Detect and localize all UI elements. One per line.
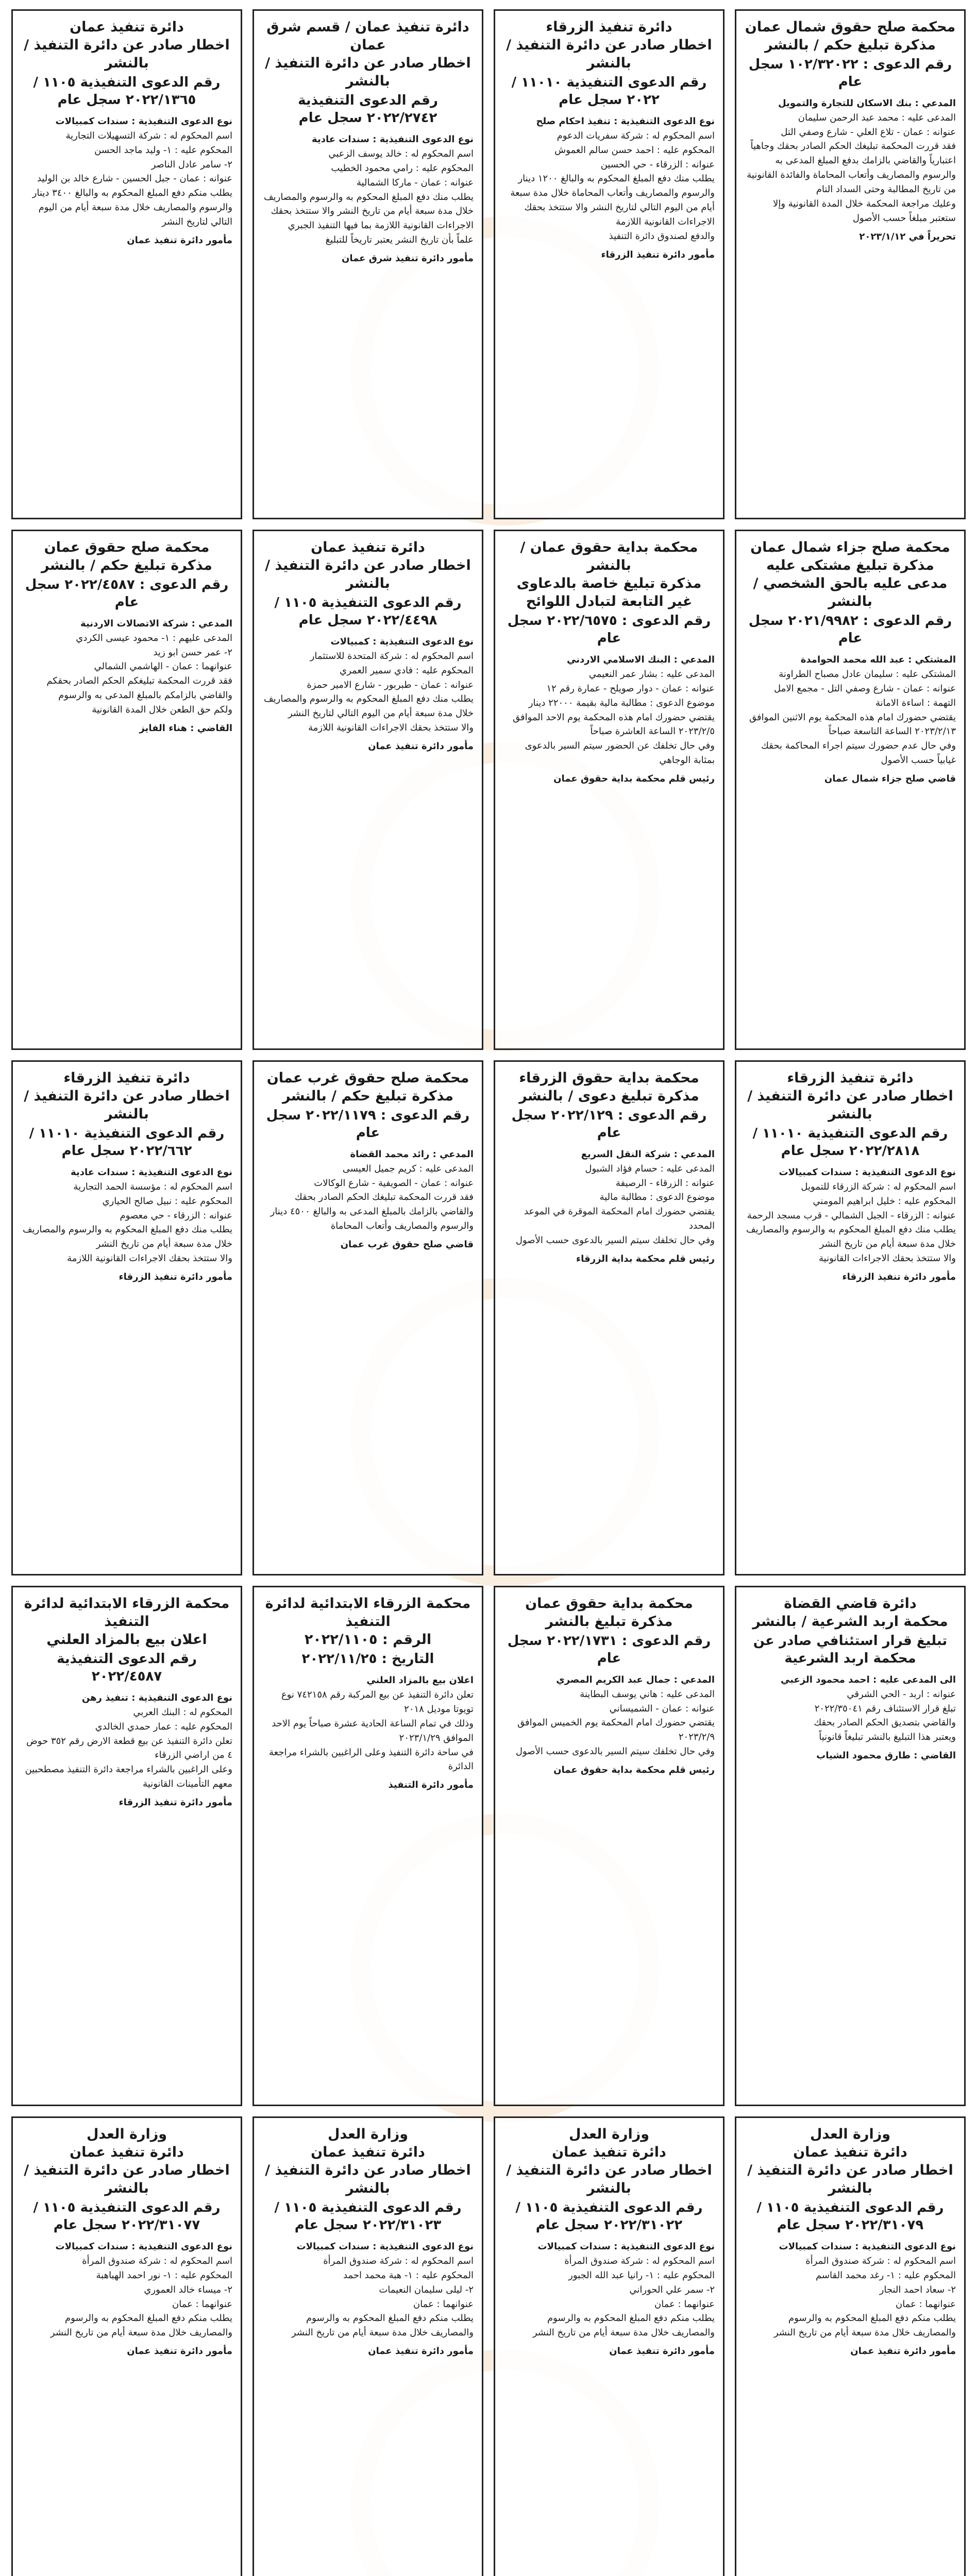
notice-heading: اعلان بيع بالمزاد العلني [46,1632,207,1648]
notice-body-line: اسم المحكوم له : شركة المتحدة للاستثمار [310,650,474,662]
notice-body-line: نوع الدعوى التنفيذية : سندات كمبيالات [55,2241,232,2252]
notice-body-line: نوع الدعوى التنفيذية : تنفيذ احكام صلح [536,115,715,127]
notice-heading: دائرة تنفيذ الزرقاء [63,1070,190,1086]
notice-body-line: اسم المحكوم له : شركة صندوق المرأة [323,2255,474,2266]
notice-body-line: المحكوم عليه : رامي محمود الخطيب [331,162,474,174]
notice-body-line: المدعى عليه : محمد عبد الرحمن سليمان [798,112,956,123]
notice-body-line: يطلب منكم دفع المبلغ المحكوم به والبالغ ٣٤٠٠ دينار والرسوم والمصاريف خلال مدة سبعة أيام من اليوم التالي لتاريخ النشر [32,188,232,228]
legal-notice [11,530,242,1050]
notice-body-line: المحكوم عليه : نبيل صالح الحياري [102,1195,232,1207]
notice-case-number: رقم الدعوى التنفيذية ١١٠٥ / ٢٠٢٢/٣١٠٧٧ سجل عام [33,2200,221,2233]
notice-body-line: يقتضي حضورك امام هذه المحكمة يوم الاحد الموافق ٢٠٢٣/٢/٥ الساعة العاشرة صباحاً [512,711,715,737]
notice-heading: وزارة العدل [327,2126,409,2142]
legal-notice [735,1060,966,1575]
notice-body-line: اسم المحكوم له : شركة صندوق المرأة [564,2255,715,2266]
notice-heading: دائرة تنفيذ عمان [70,19,184,35]
notice-body-line: ٢- ليلى سليمان النعيمات [379,2284,474,2295]
notice-body-line: نوع الدعوى التنفيذية : سندات كمبيالات [537,2241,715,2252]
notice-body-line: المشتكي : عبد الله محمد الحوامدة [800,654,956,665]
notice-body-line: اسم المحكوم له : خالد يوسف الزعبي [328,148,474,159]
notice-heading: اخطار صادر عن دائرة التنفيذ / بالنشر [24,2162,230,2197]
notice-body-line: ٢- عمر حسن ابو زيد [153,647,232,658]
notices-row [11,9,966,519]
notice-heading: اخطار صادر عن دائرة التنفيذ / بالنشر [506,2162,712,2197]
notice-body-line: فقد قررت المحكمة تبليغكم الحكم الصادر بحقكم والقاضي بالزامكم بالمبلغ المدعى به والرسوم [46,675,232,701]
notice-body-line: والقاضي بتصديق الحكم الصادر بحقك [814,1717,956,1728]
notice-body-line: المحكوم له : البنك العربي [133,1706,232,1718]
notice-signature: تحريراً في ٢٠٢٣/١/١٢ [859,231,956,242]
notice-body-line: والدفع لصندوق دائرة التنفيذ [609,231,715,242]
notice-body-line: المحكوم عليه : ١- رانيا عبد الله الجبور [568,2269,715,2281]
notice-body-line: اسم المحكوم له : شركة صندوق المرأة [805,2255,956,2266]
notice-body-line: تعلن دائرة التنفيذ عن بيع المركبة رقم ٧٤٢١٥٨ نوع تويوتا موديل ٢٠١٨ [281,1689,474,1715]
notice-body-line: التهمة : اساءة الامانة [875,697,956,708]
notice-case-number: رقم الدعوى التنفيذية ٢٠٢٢/٤٥٨٧ [57,1651,197,1685]
notice-case-number: رقم الدعوى : ١٠٢/٣٢٠٢٢ سجل عام [748,57,952,90]
legal-notice [252,1586,483,2106]
notice-body-line: يطلب منكم دفع المبلغ المحكوم به والرسوم والمصاريف خلال مدة سبعة أيام من تاريخ النشر [50,2313,232,2338]
notice-signature: قاضي صلح حقوق غرب عمان [340,1239,474,1250]
notice-heading: دائرة تنفيذ عمان [552,2144,666,2161]
notice-body-line: والا ستتخذ بحقك الاجراءات القانونية [819,1253,956,1264]
notice-case-number: رقم الدعوى : ٢٠٢٢/٦٥٧٥ سجل عام [507,613,711,647]
notice-heading: وزارة العدل [86,2126,167,2142]
notice-body-line: تبلغ قرار الاستئناف رقم ٢٠٢٢/٣٥٠٤١ [814,1703,956,1714]
notice-body-line: نوع الدعوى التنفيذية : سندات كمبيالات [55,115,232,127]
notice-body-line: المدعى عليه : حسام فؤاد الشبول [585,1163,715,1174]
notice-body-line: ٢- سامر عادل الناصر [151,159,232,170]
notice-case-number: رقم الدعوى التنفيذية ١١٠٥ / ٢٠٢٢/٣١٠٧٩ سجل عام [756,2200,944,2233]
notice-body-line: عنوانه : الزرقاء - حي معصوم [120,1210,232,1221]
notice-body-line: الى المدعى عليه : احمد محمود الزعبي [780,1674,956,1685]
notice-signature: مأمور دائرة تنفيذ عمان [127,2346,232,2357]
notice-signature: رئيس قلم محكمة بداية حقوق عمان [553,1765,715,1776]
notice-signature: مأمور دائرة تنفيذ عمان [368,2346,474,2357]
notices-row [11,1060,966,1575]
notice-body-line: والا ستتخذ بحقك الاجراءات القانونية اللازمة [308,722,474,734]
notice-case-number: رقم الدعوى : ٢٠٢٢/١١٧٩ سجل عام [266,1108,470,1141]
notice-heading: محكمة اربد الشرعية / بالنشر [752,1614,948,1630]
notice-body-line: المحكوم عليه : احمد حسن سالم العموش [554,144,715,156]
notice-body-line: يقتضي حضورك امام هذه المحكمة يوم الاثنين الموافق ٢٠٢٣/٢/١٣ الساعة التاسعة صباحاً [749,711,956,737]
notice-case-number: رقم الدعوى التنفيذية ١١٠٥ / ٢٠٢٢/٣١٠٢٣ سجل عام [274,2200,462,2233]
notice-heading: الرقم : ٢٠٢٢/١١٠٥ [304,1632,432,1648]
notice-body-line: عنوانه : عمان - طبربور - شارع الامير حمزة [307,679,474,690]
notice-body-line: يطلب منك دفع المبلغ المحكوم به والرسوم والمصاريف خلال مدة سبعة أيام من تاريخ النشر والا ستتخذ بحقك الاجراءات القانونية اللازمة بما فيها التنفيذ الجبري [264,191,474,231]
notice-body-line: المحكوم عليه : ١- وليد ماجد الحسن [94,144,232,156]
legal-notice [252,9,483,519]
notice-body-line: يقتضي حضورك امام المحكمة الموقرة في الموعد المحدد [524,1206,715,1232]
notice-case-number: رقم الدعوى : ٢٠٢٢/١٢٩ سجل عام [511,1108,707,1141]
notice-body-line: عنوانه : عمان - ماركا الشمالية [356,177,474,188]
notice-signature: القاضي : طارق محمود الشياب [816,1750,956,1761]
notice-heading: محكمة بداية حقوق عمان [525,1596,693,1612]
notice-body-line: المحكوم عليه : ١- هبة محمد احمد [343,2269,474,2281]
legal-notice [11,1060,242,1575]
notice-body-line: والرسوم والمصاريف وأتعاب المحاماة [330,1221,474,1232]
notice-body-line: المدعى عليه : كريم جميل العيسى [342,1163,474,1174]
notice-case-number: رقم الدعوى التنفيذية ١١٠٥ / ٢٠٢٢/١٣٦٥ سجل عام [33,75,221,108]
notice-signature: القاضي : هناء الفايز [139,723,232,734]
notice-body-line: ٢- سعاد احمد النجار [879,2284,956,2295]
notice-heading: دائرة تنفيذ عمان / قسم شرق عمان [266,19,469,54]
legal-notice [494,9,725,519]
legal-notice [494,1060,725,1575]
notice-signature: رئيس قلم محكمة بداية حقوق عمان [553,773,715,785]
notice-body-line: عنوانهما : عمان - الهاشمي الشمالي [94,661,232,672]
notice-body-line: المدعى عليه : بشار عمر النعيمي [588,668,715,680]
legal-notice [11,2116,242,2576]
notice-heading: دائرة تنفيذ عمان [793,2144,907,2161]
notice-signature: مأمور دائرة تنفيذ الزرقاء [119,1797,232,1808]
legal-notice [494,2116,725,2576]
legal-notice [735,9,966,519]
notice-body-line: وفي حال تخلفك عن الحضور سيتم السير بالدعوى بمثابة الوجاهي [525,740,715,766]
notice-body-line: اسم المحكوم له : مؤسسة الحمد التجارية [73,1181,232,1192]
notice-case-number: رقم الدعوى التنفيذية ١١٠٥ / ٢٠٢٢/٣١٠٢٢ سجل عام [515,2200,703,2233]
notice-heading: وزارة العدل [810,2126,891,2142]
notice-body-line: يطلب منك دفع المبلغ المحكوم به والرسوم والمصاريف خلال مدة سبعة أيام من اليوم التالي لتاريخ النشر [264,693,474,719]
notice-body-line: يطلب منكم دفع المبلغ المحكوم به والرسوم والمصاريف خلال مدة سبعة أيام من تاريخ النشر [532,2313,715,2338]
notice-body-line: اعلان بيع بالمزاد العلني [366,1675,474,1686]
notice-body-line: المحكوم عليه : ١- نور احمد الهباهبة [96,2269,232,2281]
notice-heading: دائرة تنفيذ الزرقاء [546,19,672,35]
notice-case-number: رقم الدعوى التنفيذية ١١٠٥ / ٢٠٢٢/٤٤٩٨ سجل عام [274,595,462,629]
notice-body-line: اسم المحكوم له : شركة الزرقاء للتمويل [801,1181,956,1192]
notice-body-line: وفي حال تخلفك سيتم السير بالدعوى حسب الأصول [515,1235,715,1246]
notice-heading: مذكرة تبليغ حكم / بالنشر [41,557,212,574]
notice-body-line: ٢- ميساء خالد العموري [144,2284,232,2295]
notice-body-line: في ساحة دائرة التنفيذ وعلى الراغبين بالشراء مراجعة الدائرة [269,1747,474,1772]
notice-signature: مأمور دائرة تنفيذ عمان [609,2346,715,2357]
notice-heading: محكمة صلح حقوق غرب عمان [266,1070,469,1086]
notice-heading: اخطار صادر عن دائرة التنفيذ / بالنشر [747,1088,953,1123]
notice-body-line: نوع الدعوى التنفيذية : تنفيذ رهن [81,1692,232,1703]
legal-notice [252,2116,483,2576]
legal-notice [494,1586,725,2106]
notice-body-line: نوع الدعوى التنفيذية : سندات كمبيالات [779,1166,956,1178]
notice-heading: دائرة تنفيذ عمان [70,2144,184,2161]
notice-body-line: المدعى عليهم : ١- محمود عيسى الكردي [76,632,232,643]
notice-body-line: اسم المحكوم له : شركة التسهيلات التجارية [65,130,232,141]
notice-body-line: نوع الدعوى التنفيذية : سندات عادية [71,1166,232,1178]
notice-body-line: وفي حال عدم حضورك سيتم اجراء المحاكمة بحقك غيابياً حسب الأصول [761,740,956,766]
notice-signature: مأمور دائرة تنفيذ الزرقاء [601,249,715,260]
notice-body-line: المدعي : شركة النقل السريع [581,1148,715,1160]
notice-signature: مأمور دائرة تنفيذ عمان [368,741,474,752]
notice-signature: مأمور دائرة تنفيذ الزرقاء [842,1272,956,1283]
notice-heading: مذكرة تبليغ بالنشر [545,1614,673,1630]
notice-body-line: عنوانه : عمان - الشميساني [609,1703,715,1714]
notice-signature: مأمور دائرة تنفيذ شرق عمان [341,253,474,264]
notice-body-line: فقد قررت المحكمة تبليغك الحكم الصادر بحقك والقاضي بالزامك بالمبلغ المدعى به والبالغ ٤٥٠٠ دينار [270,1192,474,1217]
notice-heading: اخطار صادر عن دائرة التنفيذ / بالنشر [265,55,471,90]
legal-notice [11,9,242,519]
notices-row [11,1586,966,2106]
notice-body-line: علماً بأن تاريخ النشر يعتبر تاريخاً للتبليغ [325,234,474,246]
notice-heading: مذكرة تبليغ دعوى / بالنشر [519,1088,699,1105]
notice-body-line: اسم المحكوم له : شركة سفريات الدعوم [557,130,715,141]
notice-heading: محكمة بداية حقوق الزرقاء [519,1070,699,1086]
notice-signature: قاضي صلح جزاء شمال عمان [824,773,956,785]
notice-body-line: عنوانه : عمان - الصويفية - شارع الوكالات [314,1177,474,1189]
notice-body-line: عنوانهما : عمان [413,2298,474,2310]
notice-body-line: وعلى الراغبين بالشراء مراجعة دائرة التنفيذ مصطحبين معهم التأمينات القانونية [25,1764,232,1790]
notice-heading: اخطار صادر عن دائرة التنفيذ / بالنشر [506,37,712,72]
notice-body-line: يطلب منك دفع المبلغ المحكوم به والرسوم والمصاريف خلال مدة سبعة أيام من تاريخ النشر [23,1224,232,1250]
notice-body-line: نوع الدعوى التنفيذية : سندات كمبيالات [296,2241,474,2252]
notice-body-line: المحكوم عليه : عمار حمدي الخالدي [95,1721,232,1732]
notice-heading: محكمة الزرقاء الابتدائية لدائرة التنفيذ [24,1596,230,1630]
notice-heading: محكمة الزرقاء الابتدائية لدائرة التنفيذ [265,1596,471,1630]
notice-body-line: موضوع الدعوى : مطالبة مالية بقيمة ٢٢٠٠٠ دينار [528,697,715,708]
notice-body-line: والا ستتخذ بحقك الاجراءات القانونية اللازمة [67,1253,232,1264]
notice-body-line: عنوانه : الزرقاء - الجبل الشمالي - قرب مسجد الرحمة [747,1210,956,1221]
notice-body-line: عنوانه : عمان - شارع وصفي التل - مجمع الامل [774,683,956,694]
notice-body-line: موضوع الدعوى : مطالبة مالية [599,1192,715,1203]
notice-body-line: المدعي : شركة الاتصالات الاردنية [80,618,232,629]
notice-body-line: المحكوم عليه : خليل ابراهيم المومني [813,1195,956,1207]
notice-body-line: عنوانه : الزرقاء - الرصيفة [615,1177,715,1189]
notice-heading: مذكرة تبليغ حكم / بالنشر [282,1088,453,1105]
notice-heading: دائرة تنفيذ الزرقاء [787,1070,914,1086]
notice-body-line: عنوانه : عمان - تلاع العلي - شارع وصفي التل [781,126,956,138]
notice-heading: مذكرة تبليغ حكم / بالنشر [765,37,936,54]
notice-signature: مأمور دائرة التنفيذ [388,1780,474,1791]
notice-body-line: وذلك في تمام الساعة الحادية عشرة صباحاً يوم الاحد الموافق ٢٠٢٣/١/٢٩ [272,1718,474,1743]
legal-notice [494,530,725,1050]
notice-body-line: يطلب منكم دفع المبلغ المحكوم به والرسوم والمصاريف خلال مدة سبعة أيام من تاريخ النشر [291,2313,474,2338]
notice-signature: مأمور دائرة تنفيذ عمان [127,235,232,246]
notice-body-line: عنوانهما : عمان [172,2298,232,2310]
notice-body-line: يقتضي حضورك امام المحكمة يوم الخميس الموافق ٢٠٢٣/٢/٩ [517,1717,715,1743]
notice-body-line: فقد قررت المحكمة تبليغك الحكم الصادر بحقك وجاهياً اعتبارياً والقاضي بالزامك بدفع المبلغ المدعى به والرسوم والمصاريف وأتعاب المحاماة والفائدة القانونية من تاريخ المطالبة وحتى السداد التام [747,141,956,195]
notice-body-line: المدعي : جمال عبد الكريم المصري [556,1674,715,1685]
notice-body-line: يطلب منكم دفع المبلغ المحكوم به والرسوم والمصاريف خلال مدة سبعة أيام من تاريخ النشر [773,2313,956,2338]
notice-case-number: رقم الدعوى : ٢٠٢٢/٤٥٨٧ سجل عام [25,577,229,610]
notice-case-number: رقم الدعوى التنفيذية ١١٠١٠ / ٢٠٢٢/٢٨١٨ سجل عام [752,1126,948,1159]
legal-notice [735,1586,966,2106]
notice-body-line: المحكوم عليه : ١- رغد محمد القاسم [815,2269,956,2281]
notice-body-line: عنوانه : عمان - دوار صويلح - عمارة رقم ١٢ [546,683,715,694]
notice-heading: دائرة تنفيذ عمان [311,2144,425,2161]
notice-heading: مذكرة تبليغ خاصة بالدعاوى غير التابعة لتبادل اللوائح [516,575,702,610]
notice-heading: دائرة تنفيذ عمان [311,539,425,555]
notice-case-number: رقم الدعوى التنفيذية ١١٠١٠ / ٢٠٢٢/٦٦٢ سجل عام [29,1126,225,1159]
notice-body-line: عنوانه : عمان - جبل الحسين - شارع خالد بن الوليد [37,173,232,184]
notice-body-line: عنوانه : الزرقاء - حي الحسين [600,159,715,170]
notice-case-number: رقم الدعوى التنفيذية ١١٠١٠ / ٢٠٢٢ سجل عام [511,75,707,108]
notice-body-line: ٢- سمر علي الحوراني [629,2284,715,2295]
notice-body-line: وعليك مراجعة المحكمة خلال المدة القانونية وإلا ستعتبر مبلغاً حسب الأصول [772,198,956,224]
notice-heading: اخطار صادر عن دائرة التنفيذ / بالنشر [265,2162,471,2197]
notice-body-line: عنوانه : اربد - الحي الشرقي [847,1688,956,1700]
notice-heading: وزارة العدل [568,2126,650,2142]
notice-signature: مأمور دائرة تنفيذ عمان [850,2346,956,2357]
notices-row [11,2116,966,2576]
notice-heading: محكمة بداية حقوق عمان / بالنشر [520,539,698,574]
notice-case-number: رقم الدعوى : ٢٠٢١/٩٩٨٢ سجل عام [748,613,952,647]
notice-body-line: عنوانهما : عمان [654,2298,715,2310]
notice-body-line: المدعي : بنك الاسكان للتجارة والتمويل [778,97,956,109]
notice-heading: محكمة صلح حقوق شمال عمان [745,19,956,35]
notice-body-line: المدعى عليه : هاني يوسف البطاينة [580,1688,715,1700]
notice-body-line: المدعي : البنك الاسلامي الاردني [567,654,715,665]
notice-body-line: اسم المحكوم له : شركة صندوق المرأة [82,2255,232,2266]
notice-body-line: المحكوم عليه : فادي سمير العمري [340,665,474,676]
notice-signature: مأمور دائرة تنفيذ الزرقاء [119,1272,232,1283]
notice-body-line: المدعي : رائد محمد القضاة [350,1148,474,1160]
notice-body-line: يطلب منك دفع المبلغ المحكوم به والبالغ ١٢٠٠ دينار والرسوم والمصاريف وأتعاب المحاماة خلال مدة سبعة أيام من اليوم التالي لتاريخ النشر والا ستتخذ بحقك الاجراءات القانونية اللازمة [510,173,715,228]
notice-body-line: يطلب منك دفع المبلغ المحكوم به والرسوم والمصاريف خلال مدة سبعة أيام من تاريخ النشر [746,1224,956,1250]
notice-body-line: ولكم حق الطعن خلال المدة القانونية [92,704,232,716]
notice-body-line: المشتكى عليه : سليمان عادل مصباح الطراونة [779,668,956,680]
notice-body-line: تعلن دائرة التنفيذ عن بيع قطعة الارض رقم ٣٥٢ حوض ٤ من اراضي الزرقاء [26,1735,232,1761]
notice-heading: اخطار صادر عن دائرة التنفيذ / بالنشر [24,37,230,72]
legal-notice [735,530,966,1050]
notice-signature: رئيس قلم محكمة بداية الزرقاء [576,1253,715,1265]
notice-case-number: رقم الدعوى التنفيذية ٢٠٢٢/٢٧٤٢ سجل عام [298,93,438,126]
notices-row [11,530,966,1050]
notice-body-line: نوع الدعوى التنفيذية : سندات كمبيالات [779,2241,956,2252]
legal-notice [735,2116,966,2576]
notice-case-number: التاريخ : ٢٠٢٢/١١/٢٥ [301,1651,434,1667]
notice-heading: مذكرة تبليغ مشتكى عليه مدعى عليه بالحق الشخصي / بالنشر [753,557,948,610]
notice-heading: محكمة صلح جزاء شمال عمان [750,539,950,555]
notice-case-number: رقم الدعوى : ٢٠٢٢/١٧٣١ سجل عام [507,1633,711,1666]
notice-heading: اخطار صادر عن دائرة التنفيذ / بالنشر [747,2162,953,2197]
notice-case-number: تبليغ قرار استئنافي صادر عن محكمة اربد الشرعية [753,1633,948,1666]
notice-heading: اخطار صادر عن دائرة التنفيذ / بالنشر [24,1088,230,1123]
notice-heading: محكمة صلح حقوق عمان [44,539,210,555]
legal-notice [11,1586,242,2106]
legal-notice [252,1060,483,1575]
legal-notice [252,530,483,1050]
notice-body-line: ويعتبر هذا التبليغ بالنشر تبليغاً قانونياً [819,1732,956,1743]
notice-body-line: نوع الدعوى التنفيذية : سندات عادية [312,133,474,145]
notice-body-line: نوع الدعوى التنفيذية : كمبيالات [330,636,474,647]
notice-heading: دائرة قاضي القضاة [784,1596,917,1612]
notice-body-line: عنوانهما : عمان [895,2298,956,2310]
notice-heading: اخطار صادر عن دائرة التنفيذ / بالنشر [265,557,471,592]
notice-body-line: وفي حال تخلفك سيتم السير بالدعوى حسب الأصول [515,1746,715,1757]
